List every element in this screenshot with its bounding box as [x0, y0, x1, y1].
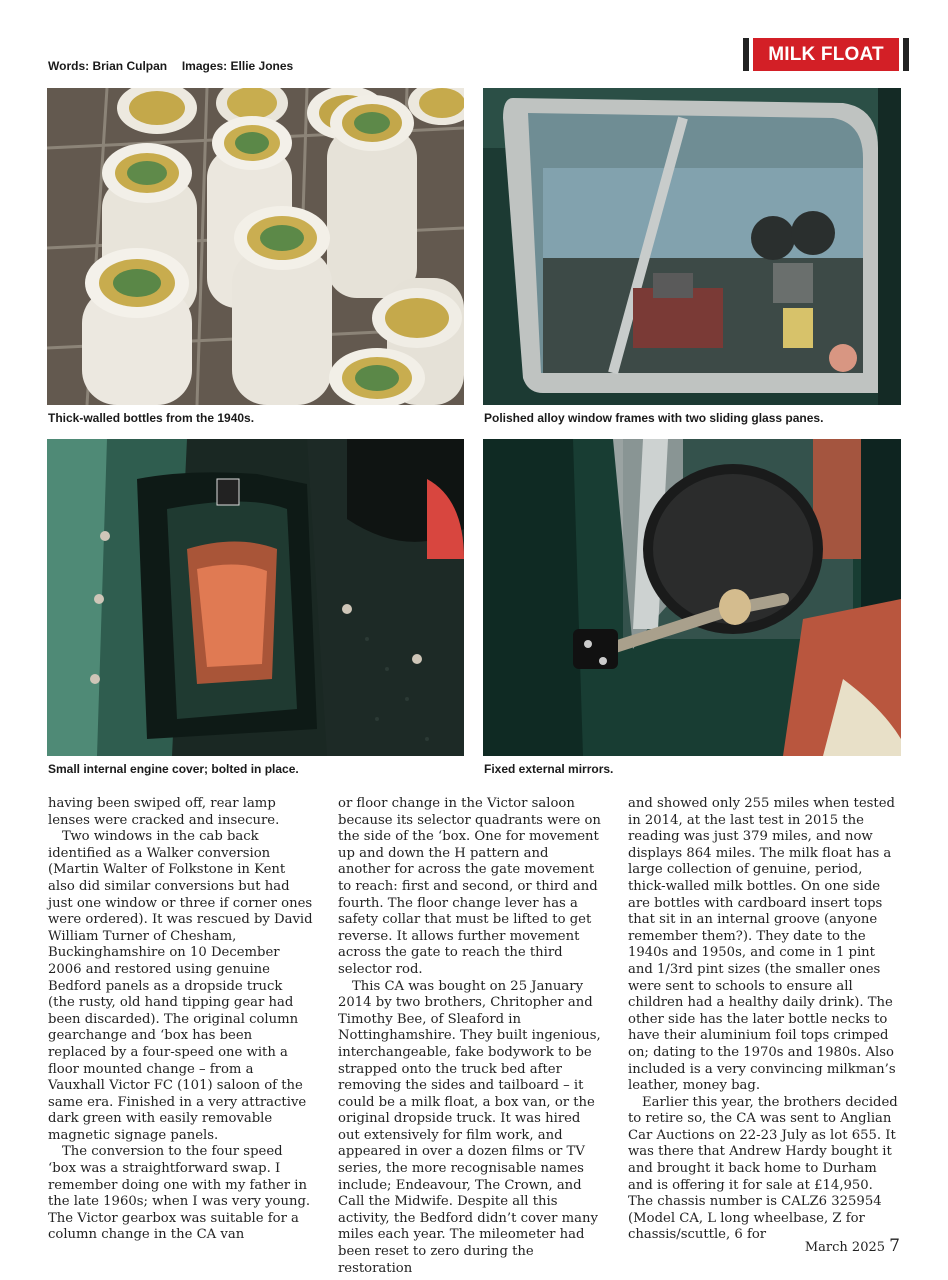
photo-caption: Polished alloy window frames with two sliding glass panes. — [484, 411, 824, 425]
external-mirror-illustration — [483, 439, 901, 756]
photo-external-mirror — [483, 439, 901, 756]
paragraph: This CA was bought on 25 January 2014 by two brothers, Chritopher and Timothy Bee, of Sleaford in Nottinghamshire. They built ingenious, interchangeable, fake bodywork to be strapped onto the truck bed after removing the sides and tailboard – it could be a milk float, a box van, or the original dropside truck. It was hired out extensively for film work, and appeared in over a dozen films or TV series, the more recognisable names include; Endeavour, The Crown, and Call the Midwife. Despite all this activity, the Bedford didn’t cover many miles each year. The mileometer had been reset to zero during the restoration — [338, 978, 601, 1276]
credits — [48, 59, 293, 73]
photo-window-frames — [483, 88, 901, 405]
words-label: Words: — [48, 59, 90, 73]
photo-caption: Small internal engine cover; bolted in place. — [48, 762, 299, 776]
paragraph: Two windows in the cab back identified as a Walker conversion (Martin Walter of Folkstone in Kent also did similar conversions but had just one window or three if corner ones were ordered). It was rescued by David William Turner of Chesham, Buckinghamshire on 10 December 2006 and restored using genuine Bedford panels as a dropside truck (the rusty, old hand tipping gear had been discarded). The original column gearchange and ‘box has been replaced by a four-speed one with a floor mounted change – from a Vauxhall Victor FC (101) saloon of the same era. Finished in a very attractive dark green with easily removable magnetic signage panels. — [48, 829, 313, 1143]
photo-caption: Thick-walled bottles from the 1940s. — [48, 411, 255, 425]
images-label: Images: — [181, 59, 228, 73]
paragraph: Earlier this year, the brothers decided to retire so, the CA was sent to Anglian Car Auctions on 22-23 July as lot 655. It was there that Andrew Hardy bought it and brought it back home to Durham and is offering it for sale at £14,950. The chassis number is CALZ6 325954 (Model CA, L long wheelbase, Z for chassis/scuttle, 6 for — [628, 1094, 898, 1243]
photo-milk-bottles — [47, 88, 464, 405]
paragraph: or floor change in the Victor saloon because its selector quadrants were on the side of the ‘box. One for movement up and down the H pattern and another for across the gate movement to reach: first and second, or third and fourth. The floor change lever has a safety collar that must be lifted to get reverse. It allows further movement across the gate to reach the third selector rod. — [338, 796, 601, 977]
issue-date: March 2025 — [804, 1240, 886, 1255]
article-column-2 — [338, 796, 603, 1277]
page-footer — [805, 1236, 900, 1256]
milk-bottles-illustration — [47, 88, 464, 405]
paragraph: and showed only 255 miles when tested in 2014, at the last test in 2015 the reading was just 379 miles, and now displays 864 miles. The milk float has a large collection of genuine, period, thick-walled milk bottles. On one side are bottles with cardboard insert tops that sit in an internal groove (anyone remember them?). They date to the 1940s and 1950s, and come in 1 pint and 1/3rd pint sizes (the smaller ones were sent to schools to ensure all children had a healthy daily drink). The other side has the later bottle necks to have their aluminium foil tops crimped on; dating to the 1970s and 1980s. Also included is a very convincing milkman’s leather, money bag. — [628, 796, 896, 1094]
images-author: Ellie Jones — [230, 59, 294, 73]
article-column-3 — [628, 796, 900, 1244]
photo-caption: Fixed external mirrors. — [484, 762, 614, 776]
paragraph: The conversion to the four speed ‘box was a straightforward swap. I remember doing one with my father in the late 1960s; when I was very young. The Victor gearbox was suitable for a column change in the CA van — [48, 1144, 311, 1243]
section-label: MILK FLOAT — [753, 38, 899, 71]
paragraph: having been swiped off, rear lamp lenses were cracked and insecure. — [48, 796, 280, 828]
article-column-1 — [48, 796, 313, 1244]
window-frames-illustration — [483, 88, 901, 405]
page-number: 7 — [889, 1236, 900, 1256]
section-tag — [743, 38, 909, 71]
photo-engine-cover — [47, 439, 464, 756]
engine-cover-illustration — [47, 439, 464, 756]
words-author: Brian Culpan — [92, 59, 168, 73]
